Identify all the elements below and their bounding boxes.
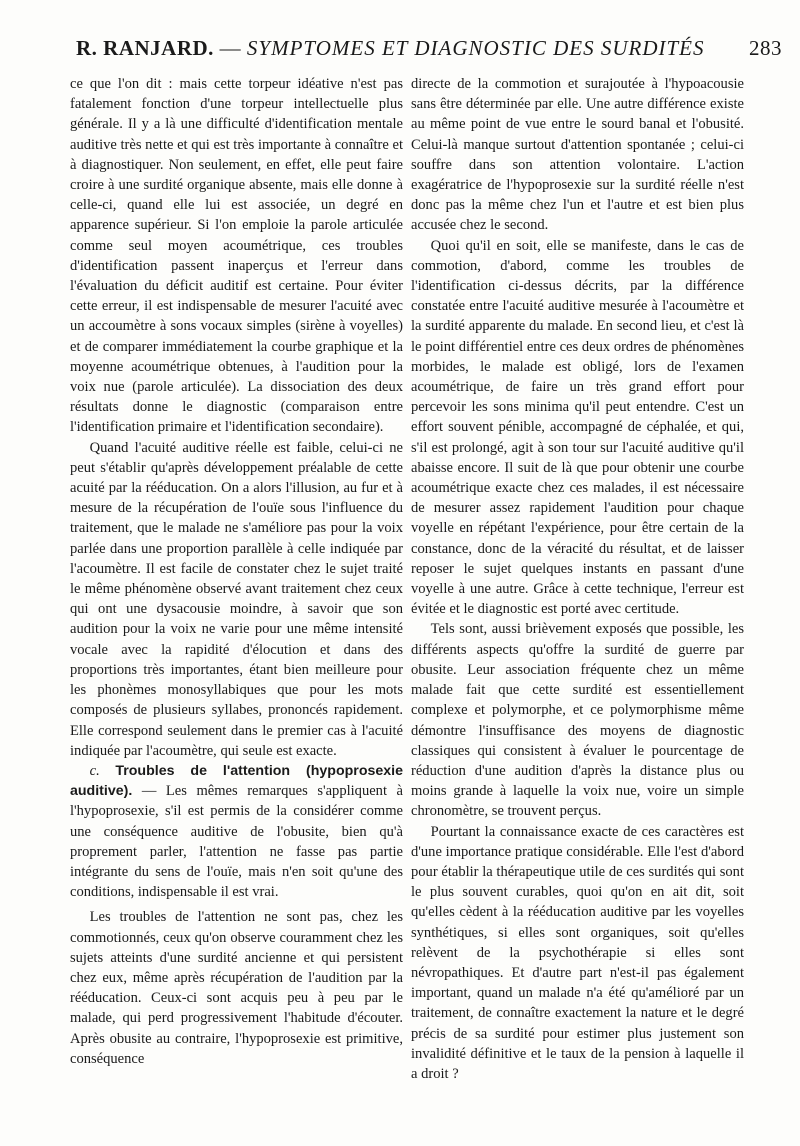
right-paragraph-1: directe de la commotion et surajoutée à l'hypoacousie sans être déterminée par elle. Une autre différence existe au même point de vue entre le sourd banal et l'obusité. Celui-là manque surtout d'attention spontanée ; celui-ci souffre dans son attention volontaire. L'action exagératrice de l'hypoprosexie sur la surdité réelle n'est donc pas la même chez l'un et l'autre et est bien plus accusée chez le second. xyxy=(411,76,744,234)
header-separator: — xyxy=(219,36,242,60)
left-paragraph-2: Quand l'acuité auditive réelle est faible, celui-ci ne peut s'établir qu'après développement préalable de cette acuité par la rééducation. On a alors l'illusion, au fur et à mesure de la récupération de l'ouïe sous l'influence du traitement, que le malade ne s'améliore pas pour la voix parlée dans une proportion parallèle à celle indiquée par l'acoumètre. Il est facile de constater chez le sujet traité le même phénomène observé avant traitement chez ceux qui ont une dysacousie moindre, à savoir que son audition pour la voix ne varie pour une même intensité vocale avec la rapidité d'élocution et dans des proportions très importantes, étant bien meilleure pour les phonèmes monosyllabiques que pour les mots composés de plusieurs syllabes, prononcés rapidement. Elle correspond seulement dans le premier cas à l'acuité indiquée par l'acoumètre, qui seule est exacte. xyxy=(70,439,403,759)
right-paragraph-2: Quoi qu'il en soit, elle se manifeste, dans le cas de commotion, d'abord, comme les troubles de l'identification ci-dessus décrits, par la différence constatée entre l'acuité auditive mesurée à l'acoumètre et la surdité apparente du malade. En second lieu, et c'est là le point différentiel entre ces deux ordres de phénomènes morbides, le malade est obligé, lors de l'examen acoumétrique, de faire un très grand effort pour percevoir les sons minima qu'il peut entendre. C'est un effort souvent pénible, accompagné de céphalée, et qui, s'il est prolongé, agit à son tour sur l'acuité auditive qu'il abaisse encore. Il suit de là que pour obtenir une courbe acoumétrique exacte chez ces malades, il est nécessaire de mesurer assez rapidement l'audition pour chaque voyelle en répétant l'expérience, pour être certain de la constance, donc de la véracité du résultat, et de laisser reposer le sujet quelques instants en passant d'une voyelle à une autre. Grâce à cette technique, l'erreur est évitée et le diagnostic est porté avec certitude. xyxy=(411,237,744,618)
right-paragraph-4: Pourtant la connaissance exacte de ces caractères est d'une importance pratique considérable. Elle l'est d'abord pour établir la thérapeutique utile de ces surdités qui sont le plus souvent curables, quoi qu'on en ait dit, soit qu'elles cèdent à la rééducation auditive par les voyelles synthétiques, si elles sont organiques, soit qu'elles relèvent de la psychothérapie si elles sont névropathiques. Et d'autre part n'est-il pas également important, quand un malade n'a été qu'amélioré par un traitement, de connaître exactement la nature et le degré précis de sa surdité pour estimer plus justement son invalidité définitive et le taux de la pension à laquelle il a droit ? xyxy=(411,823,744,1082)
subsection-title: Troubles de l'attention (hypoprosexie auditive). xyxy=(70,762,403,800)
right-paragraph-3: Tels sont, aussi brièvement exposés que possible, les différents aspects qu'offre la surdité de guerre par obusite. Leur association fréquente chez un même malade fait que cette surdité est essentiellement complexe et polymorphe, et ce polymorphisme même démontre l'insuffisance des moyens de diagnostic classiques qui consistent à évaluer le pourcentage de réduction d'une audition d'après la distance plus ou moins grande à laquelle la voix nue, voire un simple chronomètre, se trouvent perçus. xyxy=(411,621,744,820)
subsection-body: — Les mêmes remarques s'appliquent à l'hypoprosexie, s'il est permis de la considérer comme une conséquence auditive de l'obusite, bien qu'à proprement parler, l'attention ne fasse pas partie intégrante du sens de l'ouïe, mais n'en soit qu'une des conditions, indispensable il est vrai. xyxy=(70,783,403,901)
header-title: SYMPTOMES ET DIAGNOSTIC DES SURDITÉS xyxy=(246,36,705,60)
right-column xyxy=(411,74,744,1084)
running-header xyxy=(76,36,788,66)
left-column xyxy=(70,74,403,1069)
page-number: 283 xyxy=(749,36,782,60)
left-paragraph-1: ce que l'on dit : mais cette torpeur idéative n'est pas fatalement fonction d'une torpeur intellectuelle plus générale. Il y a là une difficulté d'identification mentale auditive très nette et qui est très importante à connaître et à diagnostiquer. Non seulement, en effet, elle peut faire croire à une surdité organique absente, mais elle donne à celle-ci, quand elle lui est associée, un degré en apparence supérieur. Si l'on emploie la parole articulée comme seul moyen acoumétrique, ces troubles d'identification passent inaperçus et l'erreur dans l'évaluation du déficit auditif est certaine. Pour éviter cette erreur, il est indispensable de mesurer l'acuité avec un accoumètre à sons vocaux simples (sirène à voyelles) et de comparer immédiatement la courbe graphique et la moyenne acoumétrique obtenues, à l'audition pour la voix nue (parole articulée). La dissociation des deux résultats donne le diagnostic (comparaison entre l'identification primaire et l'identification secondaire). xyxy=(70,76,403,436)
left-paragraph-3 xyxy=(70,761,403,902)
subsection-letter: c. xyxy=(89,762,100,779)
left-paragraph-4: Les troubles de l'attention ne sont pas, chez les commotionnés, ceux qu'on observe couramment chez les sujets atteints d'une surdité ancienne et qui persistent chez eux, même après récupération de l'audition par la rééducation. Ceux-ci sont acquis peu à peu par le malade, qui perd progressivement l'habitude d'écouter. Après obusite au contraire, l'hypoprosexie est primitive, conséquence xyxy=(70,909,403,1067)
header-author: R. RANJARD. xyxy=(76,36,214,60)
